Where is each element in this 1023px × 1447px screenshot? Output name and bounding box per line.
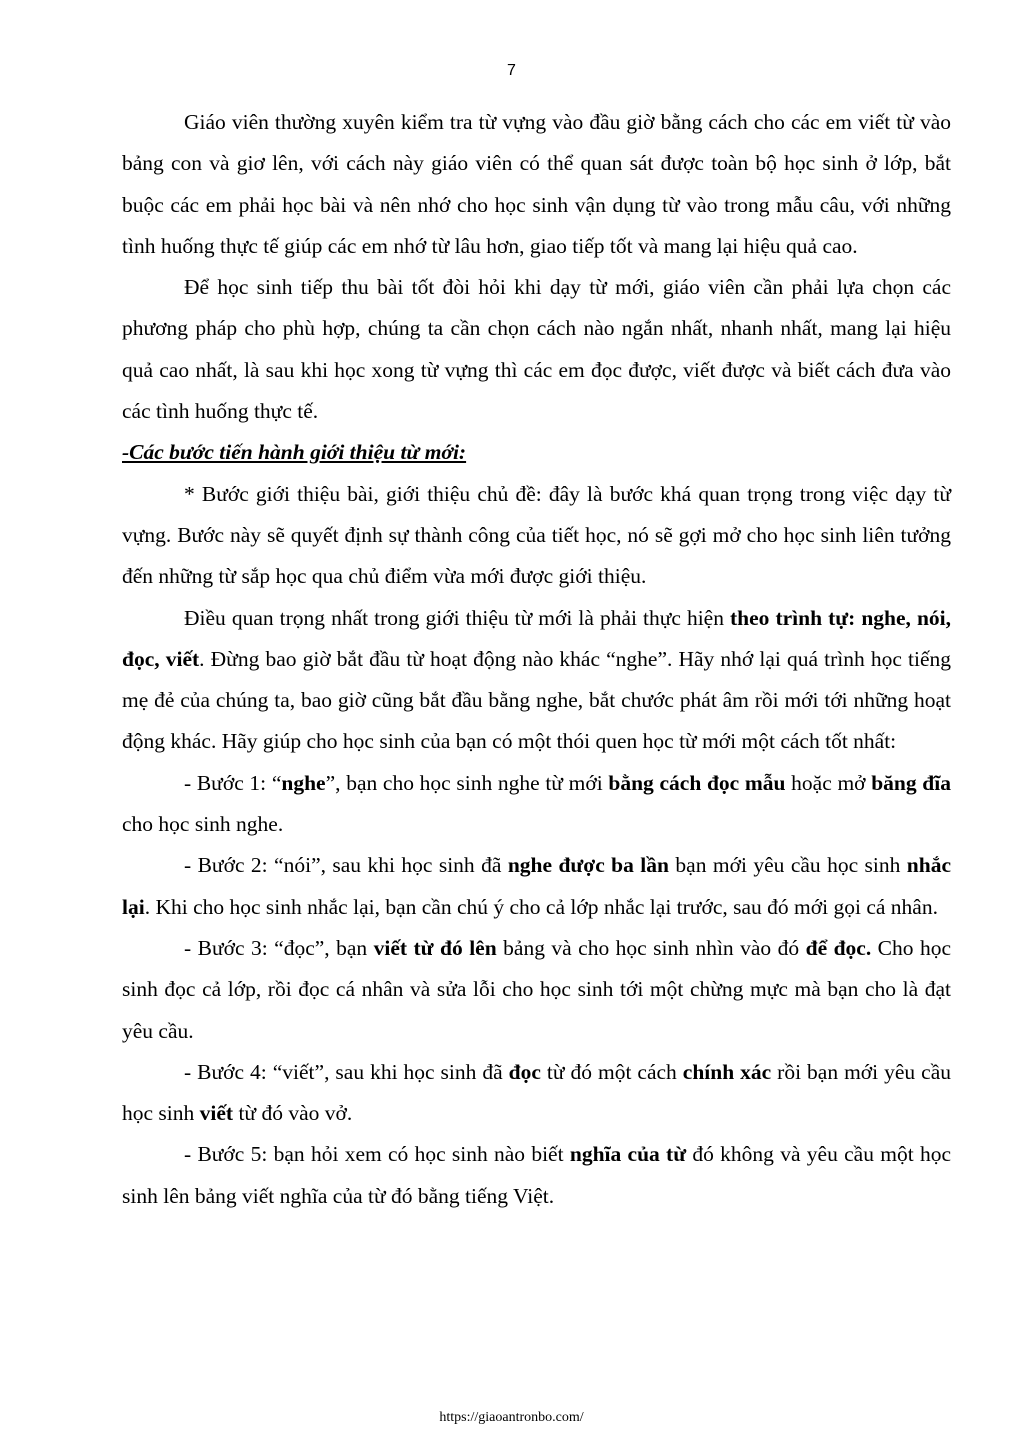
step-5-meaning: - Bước 5: bạn hỏi xem có học sinh nào biết nghĩa của từ đó không và yêu cầu một học sinh lên bảng viết nghĩa của từ đó bằng tiếng Việt. (122, 1142, 951, 1208)
document-body (122, 102, 951, 1217)
paragraph-intro-step: * Bước giới thiệu bài, giới thiệu chủ đề: đây là bước khá quan trọng trong việc dạy từ vựng. Bước này sẽ quyết định sự thành công của tiết học, nó sẽ gợi mở cho học sinh liên tưởng đến những từ sắp học qua chủ điểm vừa mới được giới thiệu. (122, 481, 951, 589)
page-number: 7 (507, 62, 516, 79)
step-1-listen: - Bước 1: “nghe”, bạn cho học sinh nghe từ mới bằng cách đọc mẫu hoặc mở băng đĩa cho học sinh nghe. (122, 770, 951, 837)
paragraph-sequence: Điều quan trọng nhất trong giới thiệu từ mới là phải thực hiện theo trình tự: nghe, nói, đọc, viết. Đừng bao giờ bắt đầu từ hoạt động nào khác “nghe”. Hãy nhớ lại quá trình học tiếng mẹ đẻ của chúng ta, bao giờ cũng bắt đầu bằng nghe, bắt chước phát âm rồi mới tới những hoạt động khác. Hãy giúp cho học sinh của bạn có một thói quen học từ mới một cách tốt nhất: (122, 605, 952, 754)
section-heading-steps (122, 432, 951, 473)
section-heading-text: -Các bước tiến hành giới thiệu từ mới: (122, 440, 467, 465)
footer-url: https://giaoantronbo.com/ (439, 1410, 584, 1425)
paragraph-method-selection: Để học sinh tiếp thu bài tốt đòi hỏi khi dạy từ mới, giáo viên cần phải lựa chọn các phương pháp cho phù hợp, chúng ta cần chọn cách nào ngắn nhất, nhanh nhất, mang lại hiệu quả cao nhất, là sau khi học xong từ vựng thì các em đọc được, viết được và biết cách đưa vào các tình huống thực tế. (122, 275, 951, 424)
emphasis-sequence: theo trình tự: nghe, nói, đọc, viết (122, 605, 952, 671)
step-2-speak: - Bước 2: “nói”, sau khi học sinh đã nghe được ba lần bạn mới yêu cầu học sinh nhắc lại. Khi cho học sinh nhắc lại, bạn cần chú ý cho cả lớp nhắc lại trước, sau đó mới gọi cá nhân. (122, 853, 952, 919)
step-3-read: - Bước 3: “đọc”, bạn viết từ đó lên bảng và cho học sinh nhìn vào đó để đọc. Cho học sinh đọc cả lớp, rồi đọc cá nhân và sửa lỗi cho học sinh tới một chừng mực mà bạn cho là đạt yêu cầu. (122, 935, 952, 1043)
paragraph-vocabulary-check: Giáo viên thường xuyên kiểm tra từ vựng vào đầu giờ bằng cách cho các em viết từ vào bảng con và giơ lên, với cách này giáo viên có thể quan sát được toàn bộ học sinh ở lớp, bắt buộc các em phải học bài và nên nhớ cho học sinh vận dụng từ vào trong mẫu câu, với những tình huống thực tế giúp các em nhớ từ lâu hơn, giao tiếp tốt và mang lại hiệu quả cao. (122, 110, 951, 258)
step-4-write: - Bước 4: “viết”, sau khi học sinh đã đọc từ đó một cách chính xác rồi bạn mới yêu cầu học sinh viết từ đó vào vở. (122, 1059, 951, 1126)
